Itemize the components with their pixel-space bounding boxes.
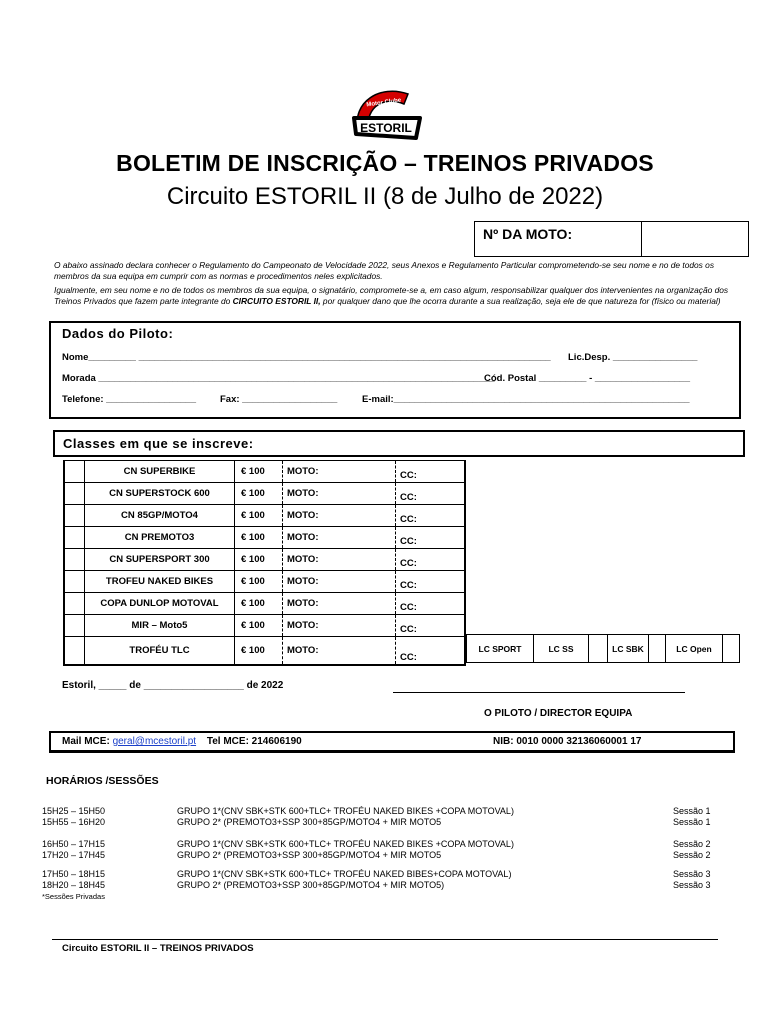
cc-field[interactable]: CC: [396, 615, 466, 637]
class-row [64, 527, 465, 549]
form-title: BOLETIM DE INSCRIÇÃO – TREINOS PRIVADOS [116, 150, 654, 176]
cc-field[interactable]: CC: [396, 483, 466, 505]
class-row [64, 571, 465, 593]
schedule-group: GRUPO 2* (PREMOTO3+SSP 300+85GP/MOTO4 + MIR MOTO5) [177, 879, 445, 890]
cc-field[interactable]: CC: [396, 527, 466, 549]
class-row [64, 637, 465, 666]
moto-field[interactable]: MOTO: [283, 461, 396, 483]
class-name: TROFEU NAKED BIKES [85, 571, 235, 593]
class-name: CN SUPERSPORT 300 [85, 549, 235, 571]
schedule-session: Sessão 2 [673, 849, 711, 860]
class-price: € 100 [235, 615, 283, 637]
class-row [64, 505, 465, 527]
signature-line[interactable] [393, 692, 685, 693]
moto-field[interactable]: MOTO: [283, 571, 396, 593]
lc-ss-checkbox[interactable] [588, 634, 608, 663]
class-row [64, 461, 465, 483]
class-checkbox[interactable] [64, 637, 85, 666]
schedule-time: 17H20 – 17H45 [42, 849, 106, 860]
class-row [64, 615, 465, 637]
name-field[interactable]: Nome_________ ______________________________________________________________________________ [62, 352, 551, 363]
moto-field[interactable]: MOTO: [283, 593, 396, 615]
schedule-session: Sessão 1 [673, 806, 711, 816]
mail-link[interactable]: geral@mcestoril.pt [112, 736, 197, 747]
schedule-group: GRUPO 1*(CNV SBK+STK 600+TLC+ TROFÉU NAKED BIKES +COPA MOTOVAL) [177, 806, 514, 816]
address-field[interactable]: Morada ___________________________________________________________________________ [62, 373, 495, 384]
class-checkbox[interactable] [64, 615, 85, 637]
moto-field[interactable]: MOTO: [283, 549, 396, 571]
schedule-time: 16H50 – 17H15 [42, 839, 106, 849]
class-checkbox[interactable] [64, 593, 85, 615]
signature-role: O PILOTO / DIRECTOR EQUIPA [484, 708, 633, 719]
schedule-group: GRUPO 1*(CNV SBK+STK 600+TLC+ TROFÉU NAKED BIKES +COPA MOTOVAL) [177, 839, 514, 849]
schedule-session: Sessão 1 [673, 816, 711, 827]
lc-sbk-option[interactable]: LC SBK [607, 634, 649, 663]
class-checkbox[interactable] [64, 483, 85, 505]
class-name: TROFÉU TLC [85, 637, 235, 666]
tel-text: Tel MCE: 214606190 [206, 736, 302, 747]
pilot-data-title: Dados do Piloto: [62, 326, 174, 341]
cc-field[interactable]: CC: [396, 461, 466, 483]
lc-ss-option[interactable]: LC SS [533, 634, 589, 663]
schedule-note: *Sessões Privadas [42, 892, 105, 901]
logo-arc-text: Motor Clube [366, 97, 402, 109]
class-checkbox[interactable] [64, 461, 85, 483]
moto-number-label: Nº DA MOTO: [474, 221, 642, 257]
cc-field[interactable]: CC: [396, 571, 466, 593]
class-price: € 100 [235, 527, 283, 549]
place-date-field[interactable]: Estoril, _____ de __________________ de 2022 [62, 680, 284, 691]
schedule-time: 17H50 – 18H15 [42, 869, 106, 879]
lc-sport-option[interactable]: LC SPORT [466, 634, 534, 663]
lc-open-checkbox[interactable] [722, 634, 740, 663]
schedule-session: Sessão 2 [673, 839, 711, 849]
cc-field[interactable]: CC: [396, 549, 466, 571]
schedule-time: 15H55 – 16H20 [42, 816, 106, 827]
moto-field[interactable]: MOTO: [283, 527, 396, 549]
cc-field[interactable]: CC: [396, 637, 466, 666]
lc-sbk-checkbox[interactable] [648, 634, 666, 663]
schedule-group: GRUPO 2* (PREMOTO3+SSP 300+85GP/MOTO4 + MIR MOTO5 [177, 816, 442, 827]
declaration-paragraph-2: Igualmente, em seu nome e no de todos os membros da sua equipa, o signatário, compromete-se a, em caso algum, responsabilizar qualquer dos intervenientes na organização dos Treinos Privados que fazem parte integrante do CIRCUITO ESTORIL II, por qualquer dano que lhe ocorra durante a sua realização, seja ele de que natureza for (físico ou material) [54, 285, 729, 306]
classes-table [63, 460, 466, 666]
class-name: CN SUPERBIKE [85, 461, 235, 483]
class-price: € 100 [235, 549, 283, 571]
class-row [64, 483, 465, 505]
cc-field[interactable]: CC: [396, 593, 466, 615]
form-subtitle: Circuito ESTORIL II (8 de Julho de 2022) [166, 183, 604, 210]
mail-label: Mail MCE: [62, 736, 110, 747]
cc-field[interactable]: CC: [396, 505, 466, 527]
contacts-line [62, 736, 302, 747]
class-name: CN 85GP/MOTO4 [85, 505, 235, 527]
moto-field[interactable]: MOTO: [283, 637, 396, 666]
schedule-time: 18H20 – 18H45 [42, 879, 106, 890]
schedule-session: Sessão 3 [673, 869, 711, 879]
fax-field[interactable]: Fax: __________________ [220, 394, 338, 405]
footer-text: Circuito ESTORIL II – TREINOS PRIVADOS [62, 943, 254, 954]
email-field[interactable]: E-mail:________________________________________________________ [362, 394, 690, 405]
nib-text: NIB: 0010 0000 32136060001 17 [493, 736, 642, 747]
postal-code-field[interactable]: Cód. Postal _________ - __________________ [484, 373, 690, 384]
estoril-logo [350, 82, 422, 144]
class-price: € 100 [235, 483, 283, 505]
class-price: € 100 [235, 571, 283, 593]
logo-text: ESTORIL [360, 121, 412, 135]
schedule-group: GRUPO 1*(CNV SBK+STK 600+TLC+ TROFÉU NAKED BIBES+COPA MOTOVAL) [177, 869, 512, 879]
class-price: € 100 [235, 593, 283, 615]
moto-field[interactable]: MOTO: [283, 615, 396, 637]
class-name: CN SUPERSTOCK 600 [85, 483, 235, 505]
license-field[interactable]: Lic.Desp. ________________ [568, 352, 698, 363]
class-checkbox[interactable] [64, 571, 85, 593]
footer-line [52, 939, 718, 940]
moto-number-field[interactable] [641, 221, 749, 257]
class-row [64, 593, 465, 615]
schedule-group: GRUPO 2* (PREMOTO3+SSP 300+85GP/MOTO4 + MIR MOTO5 [177, 849, 442, 860]
classes-section-header [53, 430, 745, 457]
lc-open-option[interactable]: LC Open [665, 634, 723, 663]
class-name: MIR – Moto5 [85, 615, 235, 637]
class-name: COPA DUNLOP MOTOVAL [85, 593, 235, 615]
classes-title: Classes em que se inscreve: [63, 436, 254, 451]
class-price: € 100 [235, 461, 283, 483]
schedule-time: 15H25 – 15H50 [42, 806, 106, 816]
class-price: € 100 [235, 637, 283, 666]
phone-field[interactable]: Telefone: _________________ [62, 394, 196, 405]
class-name: CN PREMOTO3 [85, 527, 235, 549]
schedule-session: Sessão 3 [673, 879, 711, 890]
moto-field[interactable]: MOTO: [283, 483, 396, 505]
declaration-paragraph-1: O abaixo assinado declara conhecer o Regulamento do Campeonato de Velocidade 2022, seus Anexos e Regulamento Particular comprometendo-se seu nome e no de todos os membros da sua equipa em cumprir com as normas e procedimentos neles explicitados. [54, 260, 715, 281]
moto-field[interactable]: MOTO: [283, 505, 396, 527]
class-checkbox[interactable] [64, 549, 85, 571]
schedule-title: HORÁRIOS /SESSÕES [46, 775, 159, 787]
class-price: € 100 [235, 505, 283, 527]
class-checkbox[interactable] [64, 527, 85, 549]
class-row [64, 549, 465, 571]
class-checkbox[interactable] [64, 505, 85, 527]
